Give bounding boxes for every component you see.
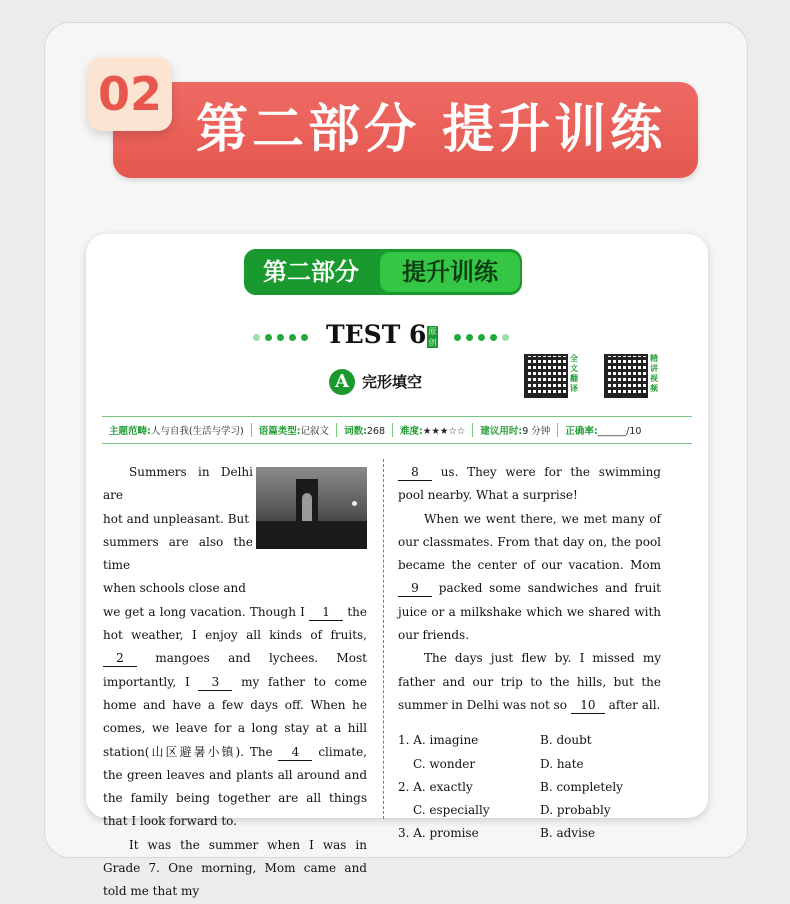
decor-dots-right [454,334,509,341]
passage-paragraph: The days just flew by. I missed my father and our trip to the hills, but the summer in Delhi was not so 10 after all. [398,651,661,712]
qr-label-video: 精讲视频 [650,354,658,393]
info-bar [102,416,692,444]
blank-3[interactable]: 3 [198,675,232,691]
info-accuracy: 正确率:______/10 [565,426,642,437]
section-letter-icon: A [329,369,355,395]
info-time: 建议用时:9 分钟 [473,423,558,437]
blank-8[interactable]: 8 [398,465,432,481]
passage-paragraph: When we went there, we met many of our classmates. From that day on, the pool became the center of our vacation. Mom 9 packed some sandwiches and fruit juice or a milkshake which we shared with our friends. [398,511,661,643]
part-title-pill [244,249,522,295]
passage-paragraph: It was the summer when I was in Grade 7. One morning, Mom came and told me that my [103,837,367,899]
passage-left-column [103,461,367,904]
option-row: 1. A. imagine B. doubt [398,733,592,748]
info-text-type: 语篇类型:记叙文 [252,423,337,437]
decor-dots-left [253,334,308,341]
qr-label-translation: 全文翻译 [570,354,578,393]
passage-line: Summers in Delhi are [103,465,253,503]
info-word-count: 词数:268 [337,423,393,437]
passage-line: hot and unpleasant. But [103,511,250,526]
info-theme: 主题范畴:人与自我(生活与学习) [102,423,252,437]
blank-2[interactable]: 2 [103,651,137,667]
book-page-card [86,234,708,899]
section-title: 完形填空 [362,373,423,391]
passage-line: summers are also the time [103,534,253,573]
qr-code-translation[interactable] [524,354,568,398]
qr-code-video[interactable] [604,354,648,398]
passage-right-column [398,461,661,846]
passage-paragraph: 8 us. They were for the swimming pool nearby. What a surprise! [398,465,661,503]
passage-sentence: we get a long vacation. Though I 1 the hot weather, I enjoy all kinds of fruits, 2 mangoes and lychees. Most importantly, I 3 my father to come home and have a few days off. When he comes, we leave for a long stay at a hill station(山区避暑小镇). The 4 climate, the green leaves and plants all around and the family being together are all things that I look forward to. [103,604,367,829]
section-number: 02 [97,67,162,121]
blank-10[interactable]: 10 [571,698,605,714]
original-badge: 原创 [428,327,437,347]
banner-title: 第二部分 提升训练 [196,100,667,160]
column-divider [383,459,384,819]
option-row: 2. A. exactly B. completely [398,779,623,794]
passage-line: when schools close and [103,581,246,596]
blank-4[interactable]: 4 [278,745,312,761]
part-title-left: 第二部分 [263,258,359,286]
info-difficulty: 难度:★★★☆☆ [393,423,473,437]
blank-1[interactable]: 1 [309,605,343,621]
part-title-right: 提升训练 [380,252,520,292]
blank-9[interactable]: 9 [398,581,432,597]
option-row: C. especially D. probably [413,803,611,818]
option-row: 3. A. promise B. advise [398,826,596,841]
test-title: TEST 6 [326,320,427,349]
option-row: C. wonder D. hate [413,756,584,771]
